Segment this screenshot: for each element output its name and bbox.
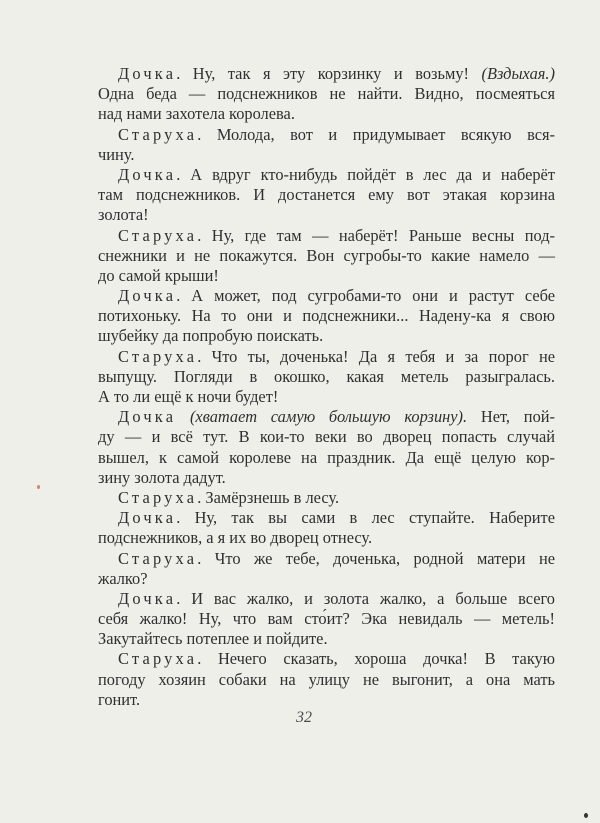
speaker-name: Дочка [118,64,177,83]
text-line [98,84,555,104]
dialogue-paragraph [98,64,555,125]
text-line [98,488,555,508]
text-line [98,589,555,609]
line-text: Закутайтесь потеплее и пойдите. [98,629,328,649]
paper-speck [584,813,588,818]
text-line [98,427,555,447]
dialogue-paragraph [98,488,555,508]
line-text: А то ли ещё к ночи будет! [98,387,279,406]
line-text: . И вас жалко, и золота жалко, а больше всего [176,588,555,608]
line-text: . Нечего сказать, хороша дочка! В такую [197,649,555,669]
line-text: шубейку да попробую поискать. [98,326,324,346]
text-line [98,407,555,427]
line-text: потихоньку. На то они и подснежники... Надену-ка я свою [98,306,555,326]
text-line [98,145,555,165]
dialogue-paragraph [98,165,555,226]
speaker-name: Старуха [118,649,198,669]
text-line [98,64,555,84]
dialogue-paragraph [98,125,555,165]
line-text: погоду хозяин собаки на улицу не выгонит, а она мать [98,669,555,689]
text-line [98,326,555,346]
text-line [98,670,555,690]
line-text: вышел, к самой королеве на праздник. Да ещё целую кор- [98,447,555,467]
stage-direction: (Вздыхая.) [481,64,555,83]
line-text: . Что же тебе, доченька, родной матери не [197,548,555,568]
text-line [98,649,555,669]
text-line [98,528,555,548]
dialogue-paragraph [98,407,555,488]
text-line [98,690,555,710]
line-text: Одна беда — подснежников не найти. Видно, посмеяться [98,84,555,104]
text-line [98,629,555,649]
line-text: . А может, под сугробами-то они и растут себе [176,286,555,306]
text-line [98,226,555,246]
text-line [98,125,555,145]
line-text: Нет, пой- [467,407,556,427]
text-line [98,246,555,266]
text-line [98,266,555,286]
text-line [98,609,555,629]
dialogue-paragraph [98,549,555,589]
dialogue-paragraph [98,649,555,710]
dialogue-paragraph [98,286,555,347]
text-line [98,306,555,326]
line-text: выпущу. Погляди в окошко, какая метель разыгралась. [98,366,555,386]
speaker-name: Старуха [118,548,198,568]
line-text: чину. [98,144,135,164]
speaker-name: Дочка [118,286,177,306]
text-line [98,165,555,185]
speaker-name: Старуха [118,487,198,507]
line-text: . Молода, вот и придумывает всякую вся- [197,124,555,144]
text-line [98,286,555,306]
text-line [98,448,555,468]
text-line [98,549,555,569]
line-text: . А вдруг кто-нибудь пойдёт в лес да и наберёт [176,164,555,184]
text-line [98,569,555,589]
text-line [98,104,555,124]
text-line [98,205,555,225]
page-number: 32 [296,709,312,726]
speaker-name: Дочка [118,508,177,528]
line-text: золота! [98,205,149,225]
line-text: снежники и не покажутся. Вон сугробы-то какие намело — [98,245,555,265]
dialogue-paragraph [98,508,555,548]
stage-direction: (хватает самую большую корзину). [176,407,468,427]
text-line [98,347,555,367]
text-line [98,387,555,407]
line-text: подснежников, а я их во дворец отнесу. [98,528,373,548]
dialogue-paragraph [98,347,555,408]
speaker-name: Старуха [118,346,198,366]
line-text: гонит. [98,689,141,709]
line-text: там подснежников. И достанется ему вот этакая корзина [98,185,555,205]
line-text: . Что ты, доченька! Да я тебя и за порог не [197,346,555,366]
text-line [98,185,555,205]
line-text: до самой крыши! [98,265,219,285]
line-text: . Ну, так я эту корзинку и возьму! [176,64,482,83]
line-text: зину золота дадут. [98,467,226,487]
line-text: . Замёрзнешь в лесу. [197,487,340,507]
dialogue-paragraph [98,226,555,287]
line-text: над нами захотела королева. [98,104,295,124]
speaker-name: Дочка [118,588,177,608]
speaker-name: Дочка [118,164,177,184]
line-text: себя жалко! Ну, что вам сто́ит? Эка невидаль — метель! [98,609,555,629]
paper-speck [37,485,40,489]
text-line [98,508,555,528]
text-line [98,468,555,488]
text-line [98,367,555,387]
line-text: . Ну, где там — наберёт! Раньше весны под- [197,225,555,245]
line-text: ду — и всё тут. В кои-то веки во дворец попасть случай [98,427,555,447]
speaker-name: Старуха [118,225,198,245]
line-text: жалко? [98,568,148,588]
speaker-name: Старуха [118,124,198,144]
dialogue-paragraph [98,589,555,650]
page-body-text [98,64,555,710]
line-text: . Ну, так вы сами в лес ступайте. Наберите [176,508,555,528]
speaker-name: Дочка [118,407,177,427]
